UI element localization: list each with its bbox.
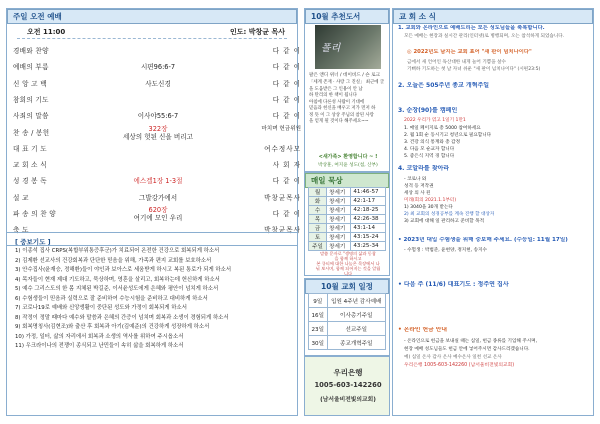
news-item-3b: 1. 매일 페이지로 총 5000 참여하세요 bbox=[404, 126, 481, 131]
worship-header: 주일 오전 예배 bbox=[7, 9, 297, 24]
order-row bbox=[13, 157, 301, 173]
news-item-4c: 세상 의 사 된 bbox=[404, 191, 431, 196]
prayer-item: 4) 목자들이 현재 제대 기도하고, 묵상하며, 영혼을 살리고, 회복하는데 헌신하게 하소서 bbox=[15, 276, 220, 283]
schedule-event: 이사총기주일 bbox=[327, 308, 385, 322]
order-performer: 다 같 이 bbox=[272, 177, 301, 186]
order-label: 예배의 부름 bbox=[13, 63, 49, 72]
news-item-5: • 2023년 대입 수험생을 위해 중보해 주세요. (수능일: 11월 17일) bbox=[398, 237, 568, 243]
reading-ch: 42:1-17 bbox=[351, 197, 386, 206]
prayer-item: 10) 가정, 일터, 삶의 자리에서 회복과 소생의 역사를 위하여 주시옵소서 bbox=[15, 333, 184, 340]
prayer-list bbox=[15, 247, 297, 352]
news-item-6: • 다음 주 (11/6) 대표기도 : 정주연 집사 bbox=[398, 281, 509, 288]
reading-table bbox=[308, 187, 386, 251]
order-row bbox=[13, 125, 301, 141]
schedule-day: 23일 bbox=[309, 322, 328, 336]
news-item-1-detail: 모든 예배는 현장과 실시간 관리(인터넷)로 병행되며, 오는 참석하게 되었습니다. bbox=[404, 34, 565, 39]
order-performer: 사 회 자 bbox=[272, 161, 301, 170]
schedule-panel bbox=[304, 278, 390, 356]
news-item-7a: - 온라인으로 헌금을 보내실 때는 십일, 헌금 종류를 기입해 주시며, bbox=[404, 339, 538, 344]
order-row bbox=[13, 190, 301, 206]
book-panel bbox=[304, 8, 390, 172]
order-detail-2: 여기에 모인 우리 bbox=[133, 214, 183, 222]
reading-row bbox=[309, 188, 386, 197]
schedule-day: 30일 bbox=[309, 336, 328, 350]
order-detail: 322장 bbox=[148, 124, 168, 133]
schedule-row bbox=[309, 308, 386, 322]
order-performer: 박창균목사 bbox=[264, 226, 301, 235]
reading-header: 매일 묵상 bbox=[305, 173, 389, 188]
reading-book: 창세기 bbox=[327, 242, 351, 251]
reading-book: 창세기 bbox=[327, 215, 351, 224]
reading-row bbox=[309, 242, 386, 251]
reading-book: 창세기 bbox=[327, 224, 351, 233]
book-cover-title: 폴리 bbox=[321, 43, 341, 54]
prayer-item: 5) 예수 그리스도의 한 몸 지체된 박길준, 이서윤성도에게 은혜와 평안이 넘치게 하소서 bbox=[15, 286, 219, 292]
news-item-4b: 성격 등 저작권 bbox=[404, 184, 434, 189]
schedule-table bbox=[308, 293, 386, 350]
bank-account-number: 1005-603-142260 bbox=[314, 381, 382, 389]
order-detail: 620장 bbox=[148, 206, 168, 214]
reading-book: 창세기 bbox=[327, 206, 351, 215]
order-row bbox=[13, 141, 301, 157]
book-caption: 팔은 앤디 위너 / 데이비드 / 숀 로크 bbox=[309, 73, 381, 78]
prayer-item: 7) 코로나19로 예배와 신앙생활이 중단된 성도와 가정이 회복되게 하소서 bbox=[15, 305, 187, 311]
reading-d: 주일 bbox=[309, 242, 327, 251]
news-item-1-motto: ◎ 2022년도 남지는 교회 표어 "새 판이 넘치나이다" bbox=[407, 49, 532, 55]
order-detail: 이사야55:6-7 bbox=[137, 112, 179, 121]
worship-time: 오전 11:00 bbox=[27, 28, 66, 36]
news-item-1-line3: 기뻐하 기도하는 첫 날 자녀 쉬운 "새 판이 넘치나이다" (시편23:5) bbox=[407, 67, 541, 72]
order-label: 사죄의 말씀 bbox=[13, 112, 49, 121]
reading-ch: 42:26-38 bbox=[351, 215, 386, 224]
news-item-4a: - 코로나 와 bbox=[404, 177, 427, 182]
order-label: 경배와 찬양 bbox=[13, 47, 49, 55]
schedule-event: 선교주일 bbox=[327, 322, 385, 336]
worship-leader: 인도: 박창균 목사 bbox=[229, 28, 285, 36]
reading-ch: 43:25-34 bbox=[351, 242, 386, 251]
order-performer: 다 같 이 bbox=[272, 63, 301, 72]
order-label: 참회의 기도 bbox=[13, 95, 49, 104]
schedule-day: 9일 bbox=[309, 294, 328, 308]
schedule-event: 입원 4주년 감사예배 bbox=[327, 294, 385, 308]
news-item-7b: 현장 예배 성도님들도 헌금 안에 넣어주시면 감사드리겠습니다. bbox=[404, 347, 530, 352]
news-header: 교 회 소 식 bbox=[393, 9, 593, 24]
schedule-event: 종교개혁주일 bbox=[327, 336, 385, 350]
news-item-4d: 미래(회의 2021.1.1부터) bbox=[404, 198, 457, 203]
schedule-row bbox=[309, 294, 386, 308]
order-label: 교 회 소 식 bbox=[13, 161, 47, 170]
news-item-1: 1. 교회와 온라인으로 예배드리는 모든 성도님들을 축복합니다. bbox=[398, 25, 545, 31]
order-performer: 다 같 이 bbox=[272, 95, 301, 104]
order-row bbox=[13, 92, 301, 108]
schedule-row bbox=[309, 336, 386, 350]
reading-row bbox=[309, 215, 386, 224]
reading-ch: 43:1-14 bbox=[351, 224, 386, 233]
news-item-3a: 2022 우리가 엮고 1일기 1만1 bbox=[404, 118, 466, 123]
prayer-item: 1) 이종석 집사 CRPS(복합부위통증후군)가 치료되어 온전한 건강으로 회복되게 하소서 bbox=[15, 248, 220, 254]
reading-d: 토 bbox=[309, 233, 327, 242]
prayer-item: 11) 우크라이나의 전쟁이 종식되고 난민들이 속히 삶을 회복하게 하소서 bbox=[15, 343, 184, 349]
order-performer: 다 같 이 bbox=[272, 210, 301, 218]
order-performer: 박창균목사 bbox=[264, 193, 301, 202]
reading-d: 금 bbox=[309, 224, 327, 233]
order-row bbox=[13, 206, 301, 222]
news-item-4g: 3) 교회에 대해 일 관리하고 준비할 목적 bbox=[404, 219, 485, 224]
bank-account-holder: (남서울비전빛의교회) bbox=[320, 397, 376, 403]
order-detail: 시편96:6-7 bbox=[140, 63, 176, 72]
news-item-3e: 4. 다음 모 순교자 합니다 bbox=[404, 147, 455, 152]
prayer-item: 8) 작정이 정말 때마다 예수와 말씀과 은혜의 간증이 넘치며 회복과 소생이 경험되게 하소서 bbox=[15, 314, 229, 321]
reading-note: 말씀 문자로 "생명의 삶과 동참 을 함께 하시고 본 큐티에 대한 나눔은 목장에서 나 눠 보시며, 함께 되어지는 것을 알립 니다 bbox=[315, 251, 381, 276]
news-item-3f: 5. 좋은식 지역 경 합니다 bbox=[404, 154, 455, 159]
time-divider bbox=[17, 38, 287, 39]
reading-d: 화 bbox=[309, 197, 327, 206]
news-item-4: 4. 코알라를 찾아라 bbox=[398, 165, 450, 172]
order-detail: 에스겔1장 1-3절 bbox=[133, 177, 183, 186]
reading-ch: 43:15-24 bbox=[351, 233, 386, 242]
order-label: 성 경 봉 독 bbox=[13, 177, 47, 186]
prayer-item: 6) 수험생들이 믿음과 실력으로 잘 준비하여 수능시험을 준비하고 대비하게 하소서 bbox=[15, 295, 208, 302]
schedule-day: 16일 bbox=[309, 308, 328, 322]
book-header: 10월 추천도서 bbox=[305, 9, 389, 24]
reading-d: 수 bbox=[309, 206, 327, 215]
reading-book: 창세기 bbox=[327, 188, 351, 197]
reading-ch: 42:18-25 bbox=[351, 206, 386, 215]
order-label: 대 표 기 도 bbox=[13, 144, 47, 153]
reading-ch: 41:46-57 bbox=[351, 188, 386, 197]
order-detail: 사도신경 bbox=[145, 79, 171, 88]
newcomer-tag: <새가족> 환영합니다 ~ ! bbox=[318, 154, 378, 160]
order-label: 설 교 bbox=[13, 193, 29, 202]
order-label: 축 도 bbox=[13, 226, 29, 235]
news-item-1-line2: 금에서 새 언어인 독산대한 내게 늘어 기쁨을 살수 bbox=[407, 60, 506, 65]
order-performer: 다 같 이 bbox=[272, 79, 301, 88]
order-label: 파 송 의 찬 양 bbox=[13, 210, 56, 218]
worship-panel bbox=[6, 8, 301, 246]
bank-name: 우리은행 bbox=[333, 368, 363, 377]
order-row bbox=[13, 76, 301, 92]
news-item-4f: 2) 최 교회의 성경공부를 계속 진행 할 대상자 bbox=[404, 212, 495, 217]
order-row bbox=[13, 173, 301, 189]
order-performer: 다 같 이 bbox=[272, 47, 301, 55]
news-item-3d: 3. 건강 의식 통계와 총 감정 bbox=[404, 140, 461, 145]
order-row bbox=[13, 43, 301, 59]
book-description: 「세계 존재 · 사랑 그 진실」 최근에 글 을 도움받은 그 인용이 안 남 하 탄리의 한 책이 됩니다 아침에 다른성 사람이 기대에 믿음과 헌신을 배우고 저가 먼저 하 정 뜻 이 그 상상 주님의 참된 사랑 을 얻게 될 것이다 해주세요~~ bbox=[309, 80, 385, 124]
order-performer: 마치며 헌금위원 bbox=[261, 125, 301, 132]
order-performer: 다 같 이 bbox=[272, 112, 301, 121]
reading-panel bbox=[304, 172, 390, 276]
reading-d: 월 bbox=[309, 188, 327, 197]
prayer-header: [ 중보기도 ] bbox=[15, 238, 51, 246]
news-panel bbox=[392, 8, 594, 416]
news-item-7c: 예) 십일 온사 감사 온사 예수온사 일천 선교 온사 bbox=[404, 355, 502, 360]
newcomer-names: 박상훈, 여지윤 성도(첨, 산부) bbox=[318, 163, 378, 168]
book-cover bbox=[315, 25, 381, 69]
prayer-item: 2) 김제환 선교사의 건강회복과 단단한 믿음을 위해, 가족과 편지 교회를 보호하소서 bbox=[15, 257, 212, 264]
reading-row bbox=[309, 233, 386, 242]
order-detail: 그발강가에서 bbox=[138, 193, 178, 202]
account-panel bbox=[304, 356, 390, 416]
news-item-3c: 2. 월 1회 순 동시기고 청년으로 필요합니다 bbox=[404, 133, 492, 138]
order-label: 찬 송 / 봉헌 bbox=[13, 128, 50, 137]
reading-book: 창세기 bbox=[327, 197, 351, 206]
prayer-item: 9) 회복명칭사(김현조)와 출산 후 회복과 아기(김예준)의 건강하게 성장하게 하소서 bbox=[15, 324, 210, 330]
news-item-5a: - 수험생 : 박범준, 윤현양, 정지현, 송지수 bbox=[404, 248, 487, 253]
order-label: 신 앙 고 백 bbox=[13, 79, 47, 88]
schedule-row bbox=[309, 322, 386, 336]
schedule-header: 10월 교회 일정 bbox=[305, 279, 389, 294]
news-item-4e: 1) 3040을 30개 받는다 bbox=[404, 205, 453, 210]
news-item-7d: 우리은행 1005-603-142260 (남서울비전빛의교회) bbox=[404, 363, 515, 368]
order-row bbox=[13, 108, 301, 124]
order-detail-2: 세상의 헛된 신을 버리고 bbox=[123, 132, 193, 141]
reading-book: 창세기 bbox=[327, 233, 351, 242]
order-row bbox=[13, 59, 301, 75]
news-item-7: • 온라인 헌금 안내 bbox=[398, 327, 447, 333]
prayer-item: 3) 안수집사(윤재승, 정해환)들이 야인과 보아스로 세움받게 하시고 복된 통로가 되게 하소서 bbox=[15, 267, 232, 273]
news-item-3: 3. 순장(90)를 캠페인 bbox=[398, 107, 458, 114]
reading-row bbox=[309, 206, 386, 215]
news-item-2: 2. 오늘은 505주년 종교 개혁주일 bbox=[398, 82, 490, 89]
prayer-panel bbox=[6, 232, 298, 416]
reading-row bbox=[309, 197, 386, 206]
reading-d: 목 bbox=[309, 215, 327, 224]
order-performer: 여수정사모 bbox=[264, 144, 301, 153]
reading-row bbox=[309, 224, 386, 233]
